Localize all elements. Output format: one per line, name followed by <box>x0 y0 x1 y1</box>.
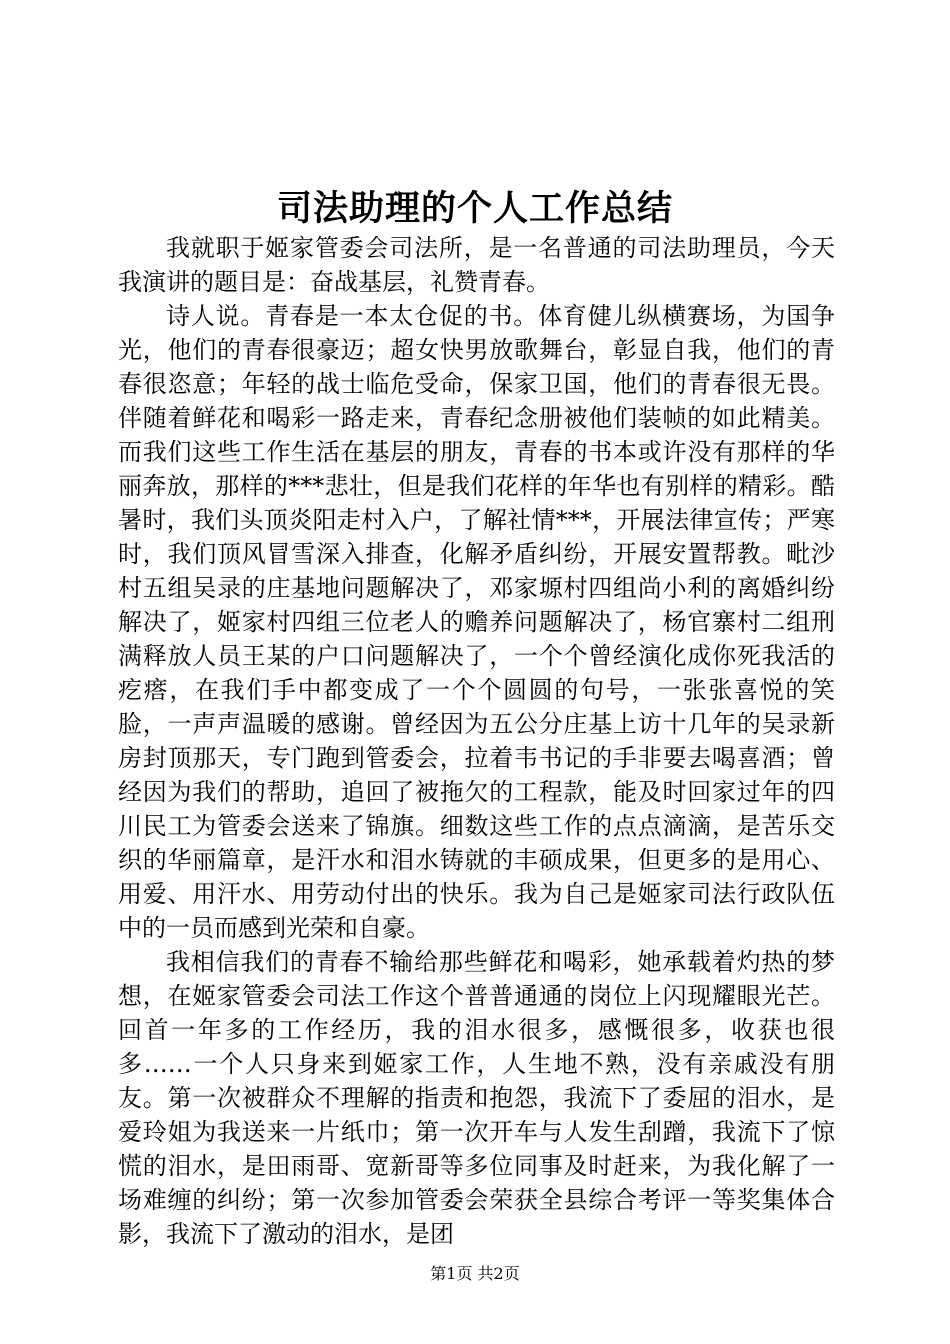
page-footer: 第1页 共2页 <box>430 1264 520 1283</box>
document-title: 司法助理的个人工作总结 <box>276 188 673 229</box>
document-body <box>118 231 835 1251</box>
paragraph-2: 诗人说。青春是一本太仓促的书。体育健儿纵横赛场，为国争光，他们的青春很豪迈；超女快男放歌舞台，彰显自我，他们的青春很恣意；年轻的战士临危受命，保家卫国，他们的青春很无畏。伴随着鲜花和喝彩一路走来，青春纪念册被他们装帧的如此精美。而我们这些工作生活在基层的朋友，青春的书本或许没有那样的华丽奔放，那样的***悲壮，但是我们花样的年华也有别样的精彩。酷暑时，我们头顶炎阳走村入户，了解社情***，开展法律宣传；严寒时，我们顶风冒雪深入排查，化解矛盾纠纷，开展安置帮教。毗沙村五组吴录的庄基地问题解决了，邓家塬村四组尚小利的离婚纠纷解决了，姬家村四组三位老人的赡养问题解决了，杨官寨村二组刑满释放人员王某的户口问题解决了，一个个曾经演化成你死我活的疙瘩，在我们手中都变成了一个个圆圆的句号，一张张喜悦的笑脸，一声声温暖的感谢。曾经因为五公分庄基上访十几年的吴录新房封顶那天，专门跑到管委会，拉着韦书记的手非要去喝喜酒；曾经因为我们的帮助，追回了被拖欠的工程款，能及时回家过年的四川民工为管委会送来了锦旗。细数这些工作的点点滴滴，是苦乐交织的华丽篇章，是汗水和泪水铸就的丰硕成果，但更多的是用心、用爱、用汗水、用劳动付出的快乐。我为自己是姬家司法行政队伍中的一员而感到光荣和自豪。 <box>118 302 835 942</box>
paragraph-1: 我就职于姬家管委会司法所，是一名普通的司法助理员，今天我演讲的题目是：奋战基层，礼赞青春。 <box>118 234 835 296</box>
paragraph-3: 我相信我们的青春不输给那些鲜花和喝彩，她承载着灼热的梦想，在姬家管委会司法工作这个普普通通的岗位上闪现耀眼光芒。回首一年多的工作经历，我的泪水很多，感慨很多，收获也很多……一个人只身来到姬家工作，人生地不熟，没有亲戚没有朋友。第一次被群众不理解的指责和抱怨，我流下了委屈的泪水，是爱玲姐为我送来一片纸巾；第一次开车与人发生刮蹭，我流下了惊慌的泪水，是田雨哥、宽新哥等多位同事及时赶来，为我化解了一场难缠的纠纷；第一次参加管委会荣获全县综合考评一等奖集体合影，我流下了激动的泪水，是团 <box>118 948 835 1248</box>
